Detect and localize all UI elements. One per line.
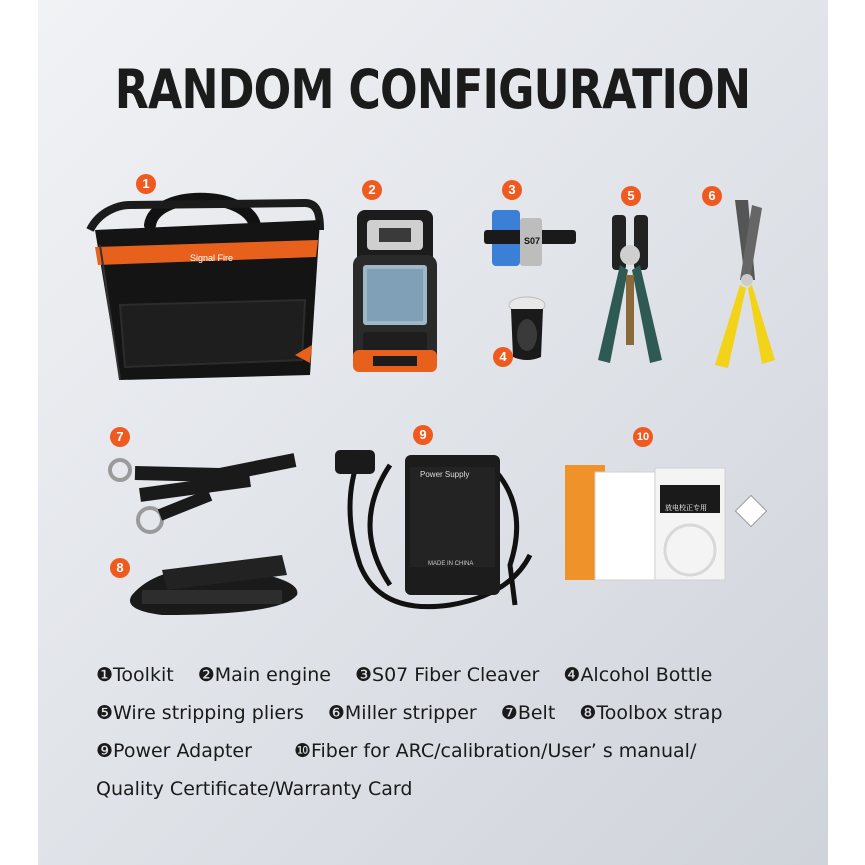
caption-belt: ❼Belt	[500, 702, 556, 724]
fusion-splicer-image	[345, 210, 445, 380]
adapter-header-text: Power Supply	[420, 470, 470, 479]
caption-power-adapter: ❾Power Adapter	[96, 740, 252, 762]
page-title: RANDOM CONFIGURATION	[114, 58, 751, 121]
toolbox-strap-image	[122, 550, 312, 620]
fiber-cleaver-image	[484, 208, 576, 268]
caption-toolkit: ❶Toolkit	[96, 664, 174, 686]
badge-8: 8	[110, 558, 130, 578]
caption-line-2	[96, 698, 816, 736]
caption-line-4	[96, 774, 816, 812]
caption-miller-stripper: ❻Miller stripper	[327, 702, 477, 724]
toolkit-bag-image	[80, 185, 335, 385]
caption-toolbox-strap: ❽Toolbox strap	[579, 702, 723, 724]
belt-image	[100, 445, 300, 540]
badge-1: 1	[136, 174, 156, 194]
miller-stripper-image	[710, 200, 780, 370]
badge-7: 7	[110, 427, 130, 447]
adapter-origin-text: MADE IN CHINA	[428, 561, 474, 567]
caption-alcohol-bottle: ❹Alcohol Bottle	[563, 664, 713, 686]
badge-2: 2	[362, 180, 382, 200]
power-adapter-image	[330, 445, 540, 620]
badge-6: 6	[702, 186, 722, 206]
caption-list	[96, 660, 816, 812]
caption-fiber-manual: ❿Fiber for ARC/calibration/User’ s manual/	[293, 740, 697, 762]
manual-card-image	[565, 460, 780, 585]
badge-9: 9	[413, 425, 433, 445]
caption-wire-pliers: ❺Wire stripping pliers	[96, 702, 304, 724]
bag-logo-text: Signal Fire	[190, 253, 234, 263]
caption-main-engine: ❷Main engine	[197, 664, 331, 686]
caption-cleaver: ❸S07 Fiber Cleaver	[355, 664, 540, 686]
card-chinese-text: 放电校正专用	[665, 504, 707, 512]
wire-stripping-pliers-image	[590, 215, 670, 365]
caption-certificate: Quality Certificate/Warranty Card	[96, 778, 413, 800]
badge-10: 10	[633, 427, 653, 447]
badge-4: 4	[493, 347, 513, 367]
caption-line-3	[96, 736, 816, 774]
alcohol-bottle-image	[505, 295, 550, 365]
badge-3: 3	[502, 180, 522, 200]
cleaver-model-text: S07	[524, 236, 541, 246]
badge-5: 5	[621, 186, 641, 206]
caption-line-1	[96, 660, 816, 698]
